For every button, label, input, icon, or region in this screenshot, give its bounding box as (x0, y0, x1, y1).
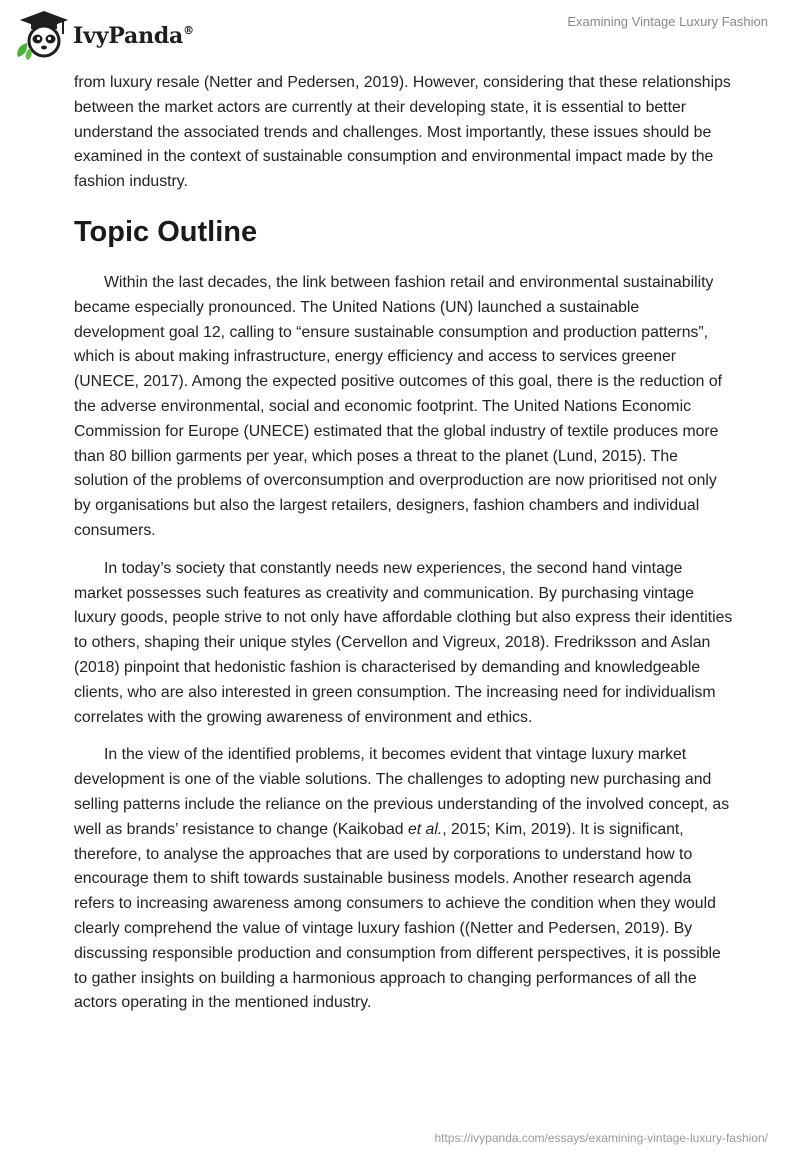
paragraph-2: In today’s society that constantly needs new experiences, the second hand vintage market possesses such features as creativity and communication. By purchasing vintage luxury goods, people strive to not only have affordable clothing but also express their identities to others, shaping their unique styles (Cervellon and Vigreux, 2018). Fredriksson and Aslan (2018) pinpoint that hedonistic fashion is characterised by demanding and knowledgeable clients, who are also interested in green consumption. The increasing need for individualism correlates with the growing awareness of environment and ethics. (74, 559, 733, 726)
essay-content (74, 71, 734, 1016)
source-url[interactable]: https://ivypanda.com/essays/examining-vintage-luxury-fashion/ (434, 1131, 768, 1145)
brand-name: IvyPanda® (73, 23, 194, 49)
paragraph-3: In the view of the identified problems, it becomes evident that vintage luxury market development is one of the viable solutions. The challenges to adopting new purchasing and selling patterns include the reliance on the previous understanding of the involved concept, as well as brands’ resistance to change (Kaikobad et al., 2015; Kim, 2019). It is significant, therefore, to analyse the approaches that are used by corporations to understand how to encourage them to shift towards sustainable business models. Another research agenda refers to increasing awareness among consumers to achieve the condition when they would clearly comprehend the value of vintage luxury fashion ((Netter and Pedersen, 2019). By discussing responsible production and consumption from different perspectives, it is possible to gather insights on building a harmonious approach to changing performances of all the actors operating in the mentioned industry. (74, 746, 730, 1012)
ivypanda-logo[interactable] (14, 8, 194, 60)
page-header (0, 0, 800, 70)
paragraph-1: Within the last decades, the link between fashion retail and environmental sustainability became especially pronounced. The United Nations (UN) launched a sustainable development goal 12, calling to “ensure sustainable consumption and production patterns”, which is about making infrastructure, energy efficiency and access to services greener (UNECE, 2017). Among the expected positive outcomes of this goal, there is the reduction of the adverse environmental, social and economic footprint. The United Nations Economic Commission for Europe (UNECE) estimated that the global industry of textile produces more than 80 billion garments per year, which poses a threat to the planet (Lund, 2015). The solution of the problems of overconsumption and overproduction are now prioritised not only by organisations but also the largest retailers, designers, fashion chambers and individual consumers. (74, 273, 723, 539)
intro-paragraph: from luxury resale (Netter and Pedersen, 2019). However, considering that these relationships between the market actors are currently at their developing state, it is essential to better understand the associated trends and challenges. Most importantly, these issues should be examined in the context of sustainable consumption and environmental impact made by the fashion industry. (74, 74, 731, 191)
section-heading: Topic Outline (74, 215, 258, 248)
panda-graduate-icon (14, 8, 70, 60)
document-title: Examining Vintage Luxury Fashion (567, 14, 768, 29)
